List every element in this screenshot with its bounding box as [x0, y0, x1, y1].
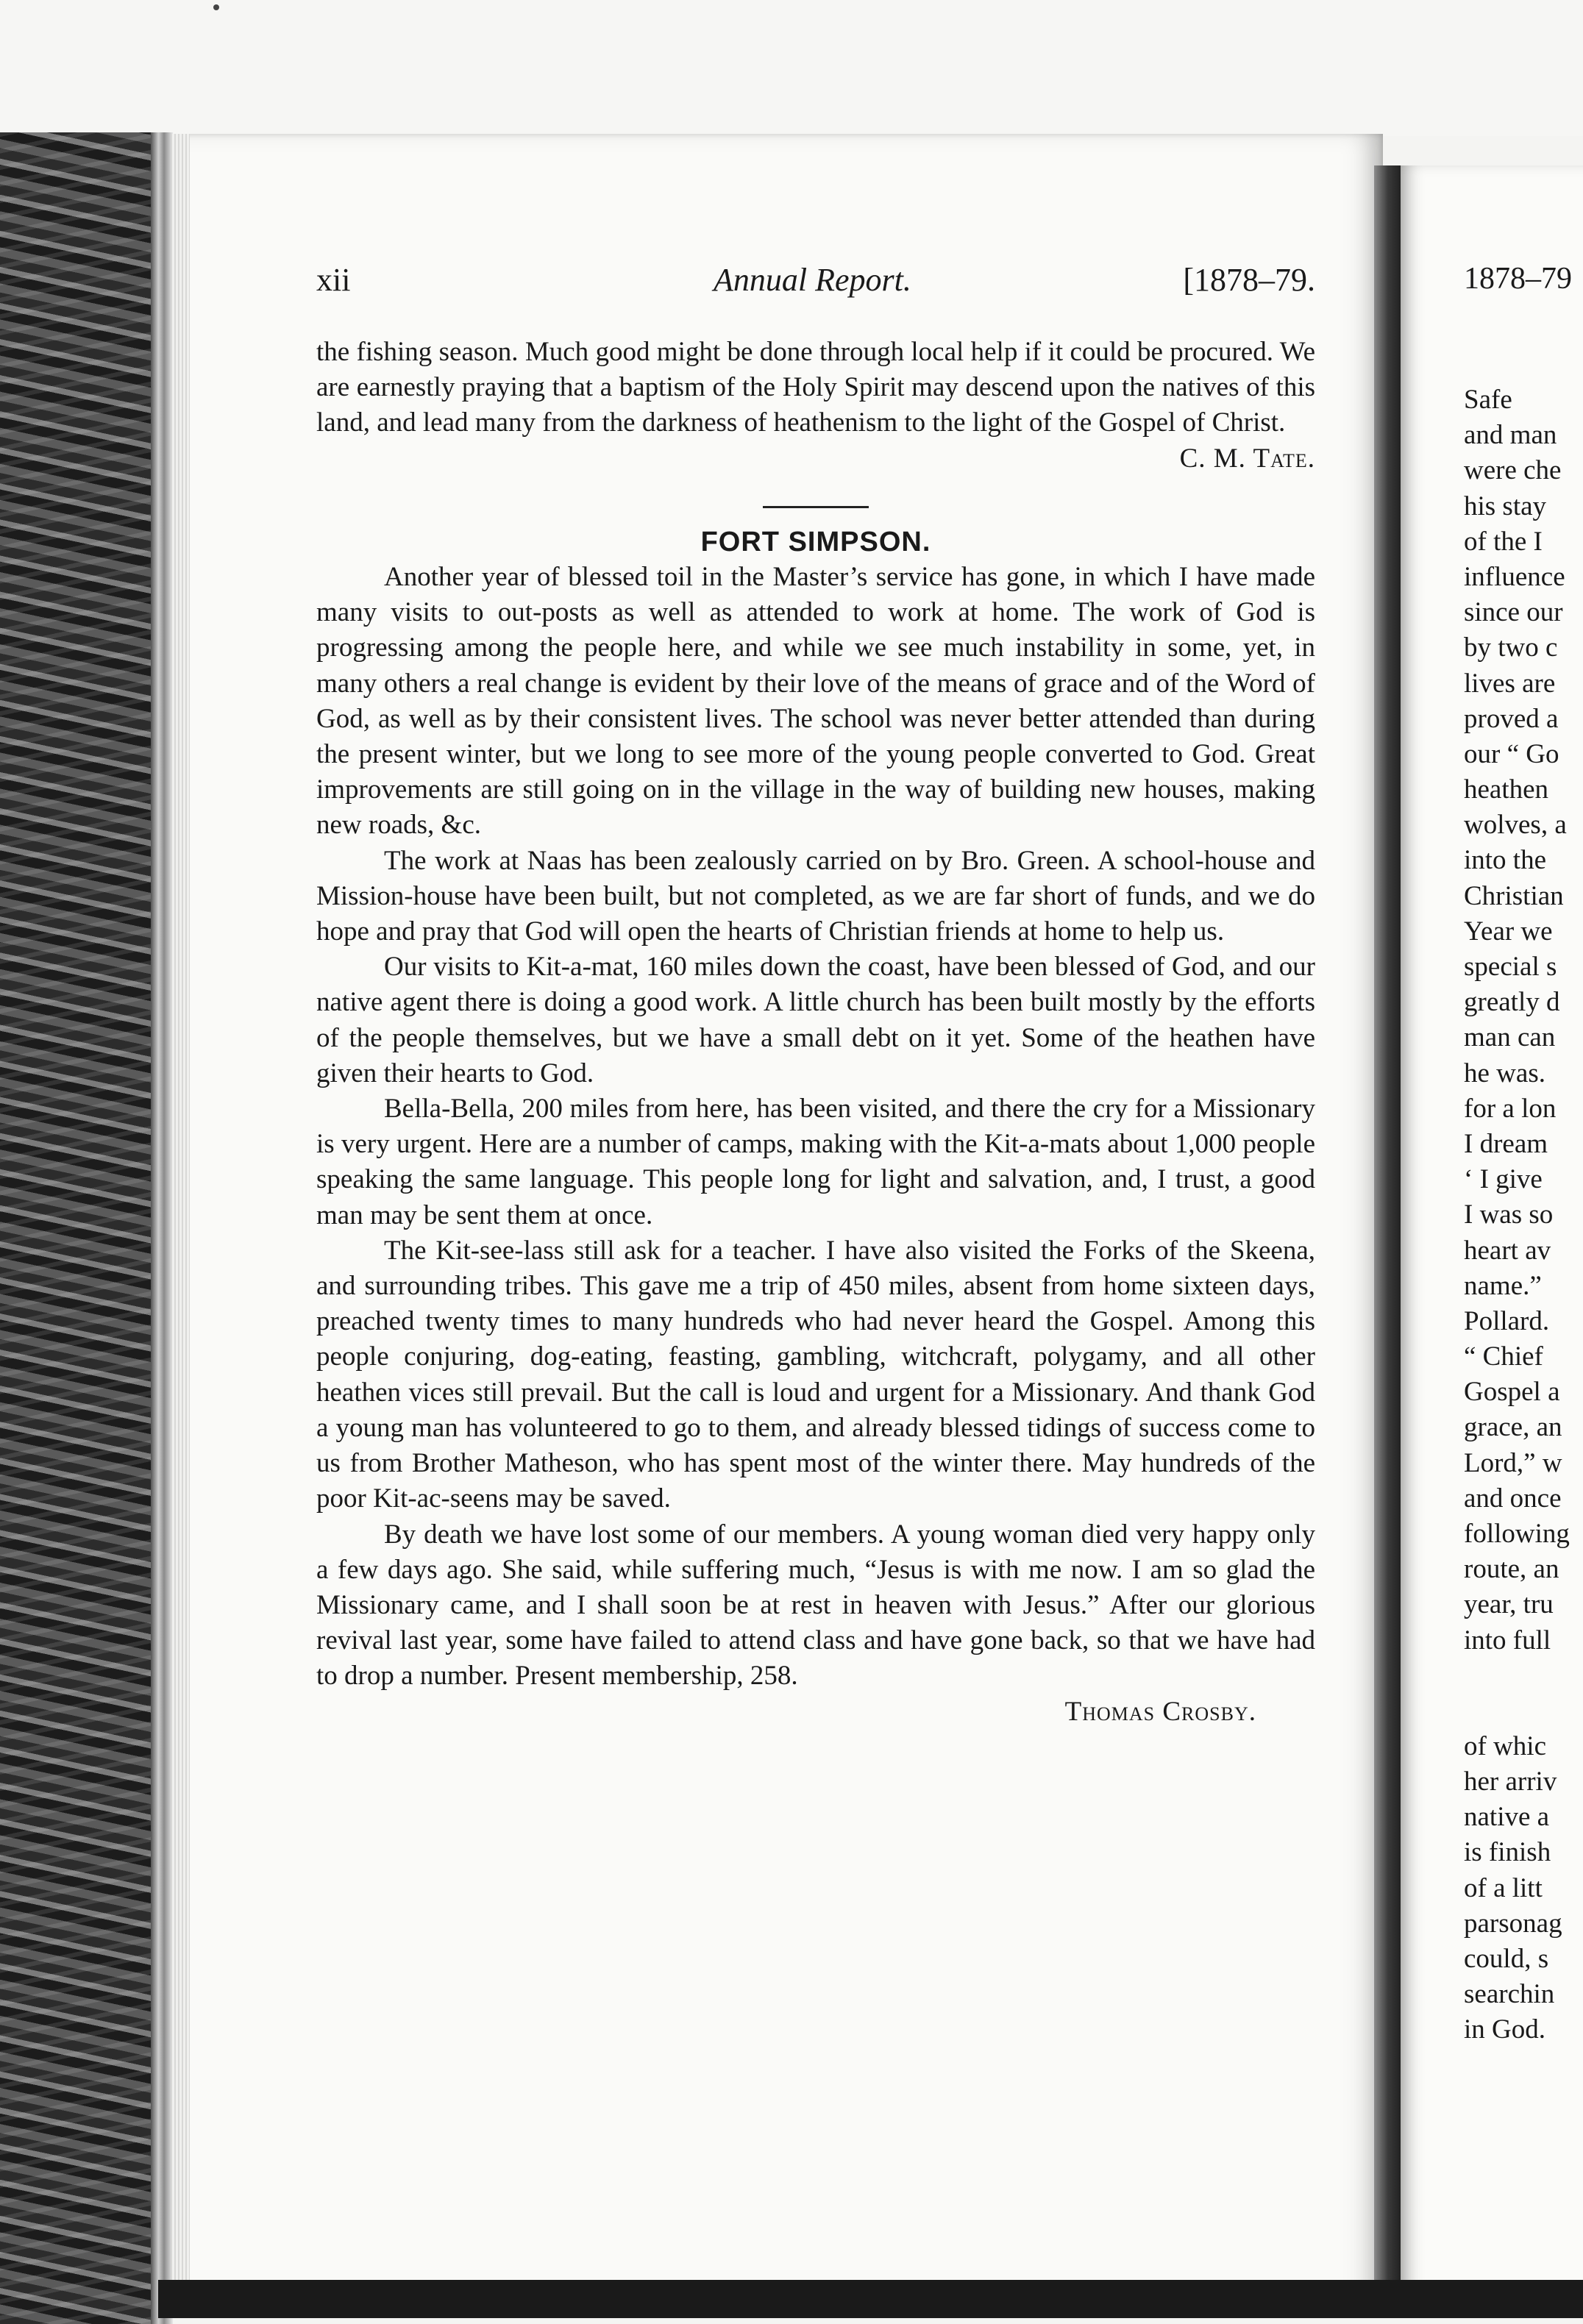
right-page-line: is finish — [1464, 1837, 1551, 1868]
right-page-line: special s — [1464, 952, 1557, 982]
right-page — [1401, 165, 1583, 2313]
right-page-line: Christian — [1464, 880, 1564, 911]
right-page-line: could, s — [1464, 1943, 1549, 1974]
right-page-line: searchin — [1464, 1979, 1555, 2010]
paragraph: Another year of blessed toil in the Master’s service has gone, in which I have made many visits to out-posts as well as attended to work at home. The work of God is progressing among the people here, and while we see much instability in some, yet, in many others a real change is evident by their love of the means of grace and of the Word of God, as well as by their consistent lives. The school was never better attended than during the present winter, but we long to see more of the young people converted to God. Great improvements are still going on in the village in the way of building new houses, making new roads, &c. — [316, 562, 1315, 841]
right-page-line: he was. — [1464, 1058, 1545, 1088]
right-page-line: our “ Go — [1464, 738, 1559, 769]
right-page-line: name.” — [1464, 1270, 1542, 1301]
right-page-line: Year we — [1464, 916, 1553, 947]
right-page-line: year, tru — [1464, 1589, 1554, 1620]
left-page-body — [316, 335, 1315, 1730]
right-page-line: proved a — [1464, 703, 1559, 734]
marbled-book-edge — [0, 132, 158, 2324]
right-page-line: native a — [1464, 1802, 1550, 1833]
right-page-line: of a litt — [1464, 1872, 1543, 1903]
right-page-line: grace, an — [1464, 1412, 1562, 1443]
right-page-line: Safe — [1464, 385, 1512, 415]
paragraph: The work at Naas has been zealously carried on by Bro. Green. A school-house and Mission-house have been built, but not completed, as we are far short of funds, and we do hope and pray that God will open the hearts of Christian friends at home to help us. — [316, 845, 1315, 947]
book-spine-edge — [151, 132, 173, 2324]
right-page-line: influence — [1464, 561, 1565, 592]
right-page-line: I was so — [1464, 1200, 1554, 1230]
right-page-line: since our — [1464, 597, 1563, 628]
right-page-line: heathen — [1464, 774, 1549, 805]
intro-paragraph: the fishing season. Much good might be done through local help if it could be procured. We are earnestly praying that a baptism of the Holy Spirit may descend upon the natives of this land, and lead many from the darkness of heathenism to the light of the Gospel of Christ. — [316, 337, 1315, 438]
paragraph: Bella-Bella, 200 miles from here, has been visited, and there the cry for a Missionary is very urgent. Here are a number of camps, making with the Kit-a-mats about 1,000 people speaking the same language. This people long for light and salvation, and, I trust, a good man may be sent them at once. — [316, 1094, 1315, 1230]
right-page-line: route, an — [1464, 1554, 1559, 1585]
smudge-mark — [213, 4, 219, 10]
right-page-line: greatly d — [1464, 987, 1560, 1018]
right-page-line: parsonag — [1464, 1908, 1562, 1939]
right-page-line: into the — [1464, 845, 1547, 876]
right-page-line: lives are — [1464, 668, 1556, 699]
paragraph: By death we have lost some of our members. A young woman died very happy only a few days ago. She said, while suffering much, “Jesus is with me now. I am so glad the Missionary came, and I shall soon be at rest in heaven with Jesus.” After our glorious revival last year, some have failed to attend class and have gone back, so that we have had to drop a number. Present membership, 258. — [316, 1519, 1315, 1692]
section-heading: FORT SIMPSON. — [700, 526, 931, 557]
right-page-line: heart av — [1464, 1235, 1551, 1266]
page-number: xii — [316, 262, 351, 298]
top-background — [0, 0, 1583, 136]
right-page-line: in God. — [1464, 2014, 1545, 2045]
right-page-header: 1878–79 — [1464, 262, 1572, 296]
paragraph: Our visits to Kit-a-mat, 160 miles down the coast, have been blessed of God, and our native agent there is doing a good work. A little church has been built mostly by the efforts of the people themselves, but we have a small debt on it yet. Some of the heathen have given their hearts to God. — [316, 952, 1315, 1088]
left-page-header — [316, 261, 1315, 305]
right-page-line: of whic — [1464, 1730, 1546, 1761]
right-page-line: Lord,” w — [1464, 1447, 1562, 1478]
right-page-line: Pollard. — [1464, 1305, 1550, 1336]
signature-crosby: Thomas Crosby. — [1064, 1696, 1256, 1727]
right-page-line: “ Chief — [1464, 1341, 1543, 1372]
bottom-background — [158, 2280, 1583, 2318]
right-page-line: wolves, a — [1464, 810, 1567, 841]
right-page-line: Gospel a — [1464, 1377, 1560, 1408]
book-gutter — [1374, 165, 1402, 2313]
section-divider — [763, 506, 869, 508]
right-page-line: and man — [1464, 420, 1557, 451]
right-page-gap — [1464, 1658, 1583, 1729]
signature-tate: C. M. Tate. — [1179, 443, 1315, 474]
running-title: Annual Report. — [714, 262, 911, 298]
right-page-line: I dream — [1464, 1128, 1548, 1159]
right-page-line: and once — [1464, 1483, 1562, 1514]
right-page-text — [1464, 382, 1583, 2047]
right-page-line: were che — [1464, 455, 1562, 486]
right-page-line: man can — [1464, 1022, 1556, 1053]
year-range: [1878–79. — [1183, 262, 1315, 298]
right-page-line: of the I — [1464, 526, 1543, 557]
right-page-line: by two c — [1464, 632, 1558, 663]
paragraph: The Kit-see-lass still ask for a teacher. I have also visited the Forks of the Skeena, and surrounding tribes. This gave me a trip of 450 miles, absent from home sixteen days, preached twenty times to many hundreds who had never heard the Gospel. Among this people conjuring, dog-eating, feasting, gambling, witchcraft, polygamy, and all other heathen vices still prevail. But the call is loud and urgent for a Missionary. And thank God a young man has volunteered to go to them, and already blessed tidings of success come to us from Brother Matheson, who has spent most of the winter there. May hundreds of the poor Kit-ac-seens may be saved. — [316, 1235, 1315, 1514]
right-page-line: his stay — [1464, 491, 1547, 521]
right-page-line: ‘ I give — [1464, 1164, 1543, 1195]
right-page-line: her arriv — [1464, 1766, 1557, 1797]
right-page-line: into full — [1464, 1625, 1551, 1655]
right-page-line: for a lon — [1464, 1093, 1557, 1124]
right-page-line: following — [1464, 1519, 1570, 1549]
